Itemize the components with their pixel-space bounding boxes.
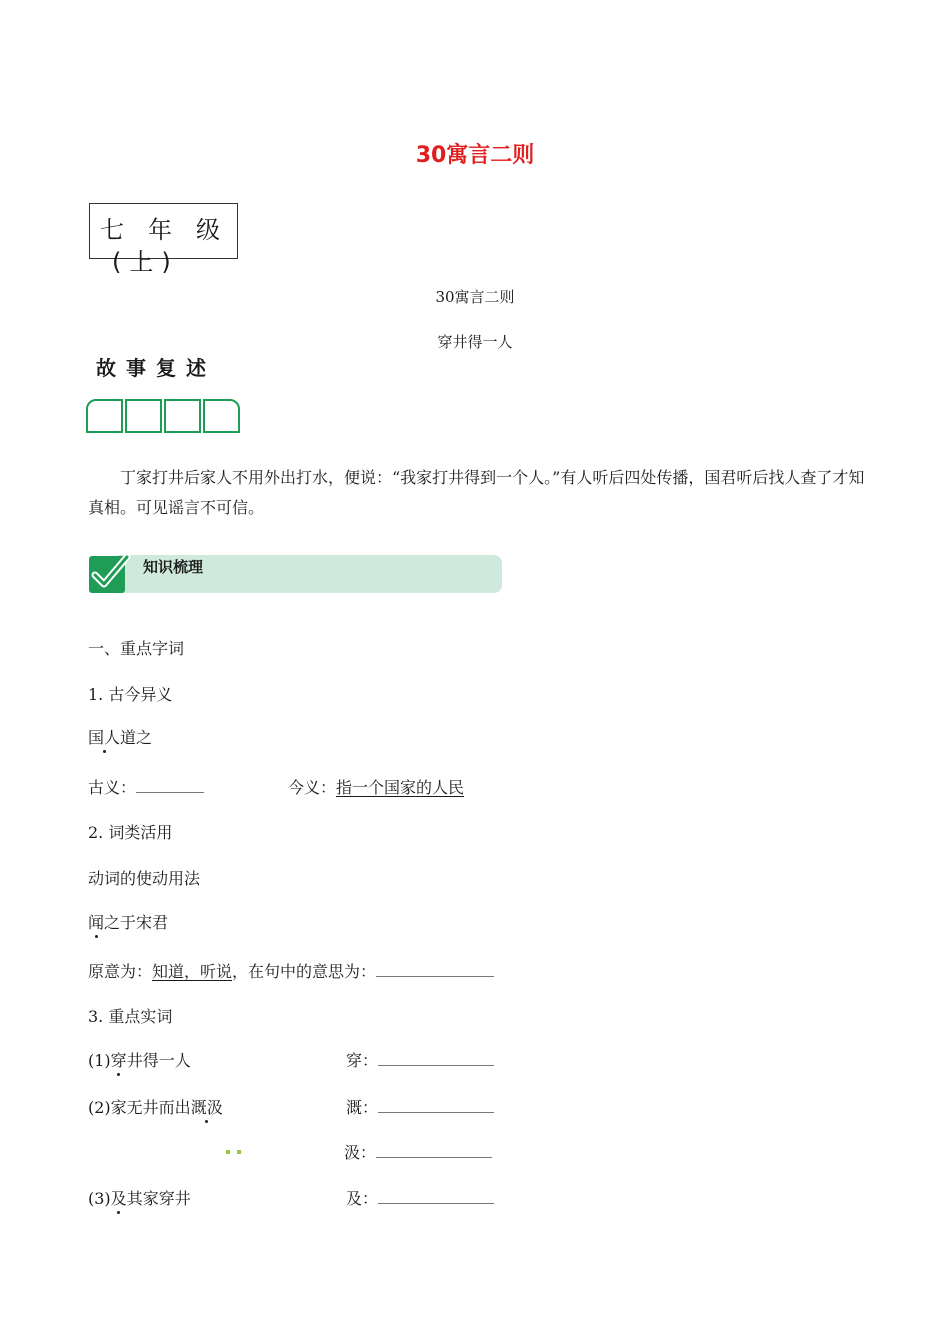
example-rest: 道之: [120, 728, 153, 747]
deco-box: [203, 399, 240, 433]
yuanyi-row: [88, 959, 494, 982]
dotted-word: 闻: [88, 910, 104, 933]
document-title: 30寓言二则: [415, 143, 535, 168]
section-heading: 一、重点字词: [88, 639, 185, 658]
row-prefix: (3): [88, 1189, 111, 1208]
decorative-boxes: [86, 399, 242, 433]
answer-blank[interactable]: [378, 1111, 494, 1113]
decorative-dots: [226, 1150, 244, 1156]
retell-heading: 故事复述: [96, 356, 216, 380]
item3-heading: 3. 重点实词: [88, 1007, 173, 1026]
answer-blank[interactable]: [376, 1156, 492, 1158]
row-pre: 家无井而出: [110, 1098, 191, 1117]
example-rest: 之于宋君: [104, 913, 169, 932]
checkmark-icon: [88, 553, 130, 595]
row-rest: 其家穿井: [126, 1189, 191, 1208]
juzhong-label: ，在句中的意思为：: [232, 962, 377, 981]
row-prefix: (1): [88, 1051, 111, 1070]
row-rest: 井得一人: [126, 1051, 191, 1070]
answer-blank[interactable]: [378, 1202, 494, 1204]
jin-value: 指一个国家的人民: [336, 778, 465, 797]
answer-label: 溉：: [346, 1098, 379, 1117]
story-title: 穿井得一人: [437, 333, 513, 351]
item1-heading: 1. 古今异义: [88, 685, 173, 704]
answer-blank[interactable]: [378, 1064, 494, 1066]
jin-yi-row: [288, 775, 464, 798]
dotted-word: 溉汲: [191, 1095, 223, 1118]
row-prefix: (2): [88, 1098, 111, 1117]
grade-term-label: (上): [112, 248, 179, 276]
item2-heading: 2. 词类活用: [88, 823, 173, 842]
item3-answer-4: [346, 1186, 494, 1209]
answer-label: 汲：: [344, 1143, 377, 1162]
item3-row-4: [88, 1186, 191, 1209]
item3-answer-1: [346, 1048, 494, 1071]
item3-row-1: [88, 1048, 191, 1071]
jin-label: 今义：: [288, 778, 337, 797]
gu-label: 古义：: [88, 778, 137, 797]
dotted-word: 国人: [88, 725, 120, 748]
knowledge-banner: [88, 553, 502, 595]
answer-blank[interactable]: [376, 975, 494, 977]
deco-box: [164, 399, 201, 433]
deco-box: [86, 399, 123, 433]
answer-label: 及：: [346, 1189, 379, 1208]
dotted-word: 穿: [111, 1048, 127, 1071]
item2-example: [88, 910, 168, 933]
answer-blank[interactable]: [136, 791, 204, 793]
deco-box: [125, 399, 162, 433]
gu-yi-row: [88, 775, 204, 798]
yuanyi-label: 原意为：: [88, 962, 153, 981]
item3-row-2: [88, 1095, 223, 1118]
retell-paragraph: 丁家打井后家人不用外出打水，便说：“我家打井得到一个人。”有人听后四处传播，国君听后找人查了才知真相。可见谣言不可信。: [88, 468, 865, 517]
knowledge-label: 知识梳理: [143, 558, 204, 576]
item3-answer-3: [344, 1140, 492, 1163]
item3-answer-2: [346, 1095, 494, 1118]
item2-sub: 动词的使动用法: [88, 869, 201, 888]
grade-box: [89, 203, 244, 276]
item1-example: [88, 725, 152, 748]
subtitle: 30寓言二则: [435, 288, 515, 306]
dotted-word: 及: [111, 1186, 127, 1209]
yuanyi-value: 知道，听说: [152, 962, 233, 981]
answer-label: 穿：: [346, 1051, 379, 1070]
grade-label: 七年级: [100, 216, 244, 244]
